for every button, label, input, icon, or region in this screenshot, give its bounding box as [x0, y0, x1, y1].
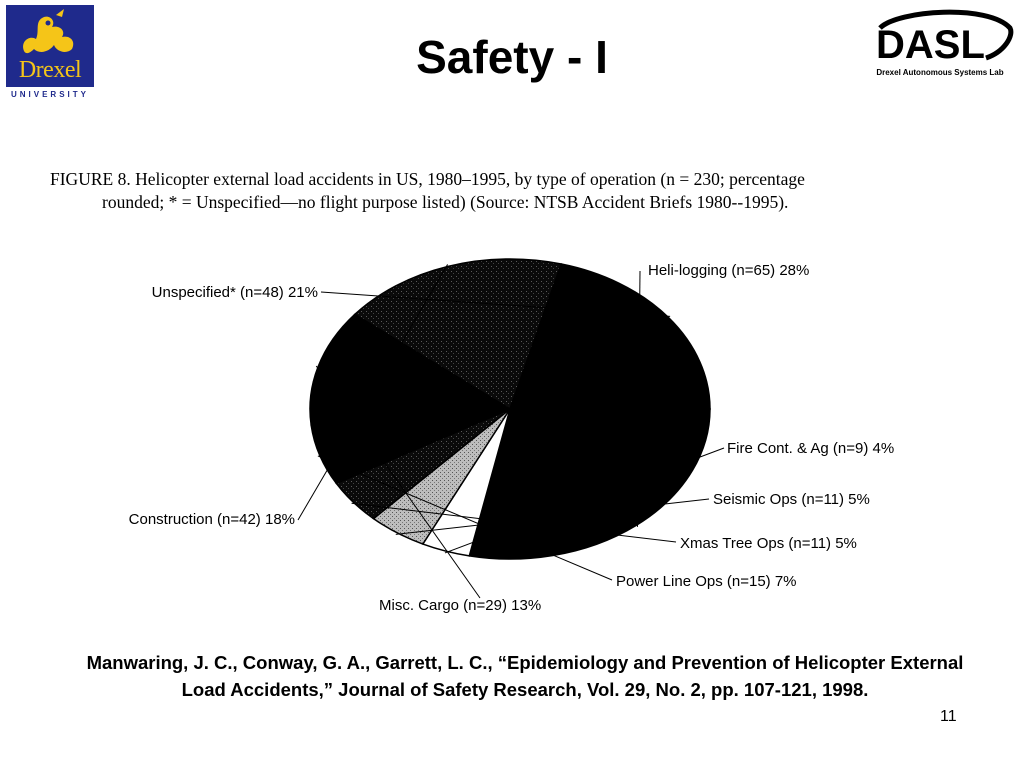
slice-label-construction: Construction (n=42) 18% [128, 511, 295, 528]
dasl-logo-subtext: Drexel Autonomous Systems Lab [876, 68, 1004, 77]
citation: Manwaring, J. C., Conway, G. A., Garrett, L. C., “Epidemiology and Prevention of Helicopter External Load Accidents,” Journal of Safety Research, Vol. 29, No. 2, pp. 107-121, 1998. [86, 652, 964, 700]
page-number: 11 [940, 708, 957, 725]
pie-slice-heli-logging [469, 409, 710, 559]
drexel-logo-subtext: UNIVERSITY [10, 90, 89, 99]
slice-label-misc-cargo: Misc. Cargo (n=29) 13% [379, 597, 542, 614]
slice-label-xmas-tree-ops: Xmas Tree Ops (n=11) 5% [680, 535, 857, 552]
slice-label-fire-cont-ag: Fire Cont. & Ag (n=9) 4% [727, 440, 895, 457]
slice-label-power-line-ops: Power Line Ops (n=15) 7% [616, 573, 797, 590]
slice-label-unspecified: Unspecified* (n=48) 21% [151, 284, 318, 301]
figure-caption-line1: FIGURE 8. Helicopter external load accidents in US, 1980–1995, by type of operation (n = 230; percentage [50, 169, 805, 189]
dasl-logo-text: DASL [876, 23, 985, 67]
drexel-logo-text: Drexel [18, 57, 82, 83]
slice-label-seismic-ops: Seismic Ops (n=11) 5% [713, 491, 870, 508]
slice-label-heli-logging: Heli-logging (n=65) 28% [648, 262, 810, 279]
figure-caption-line2: rounded; * = Unspecified—no flight purpose listed) (Source: NTSB Accident Briefs 1980--1995). [102, 192, 789, 212]
slide-title: Safety - I [416, 31, 608, 83]
